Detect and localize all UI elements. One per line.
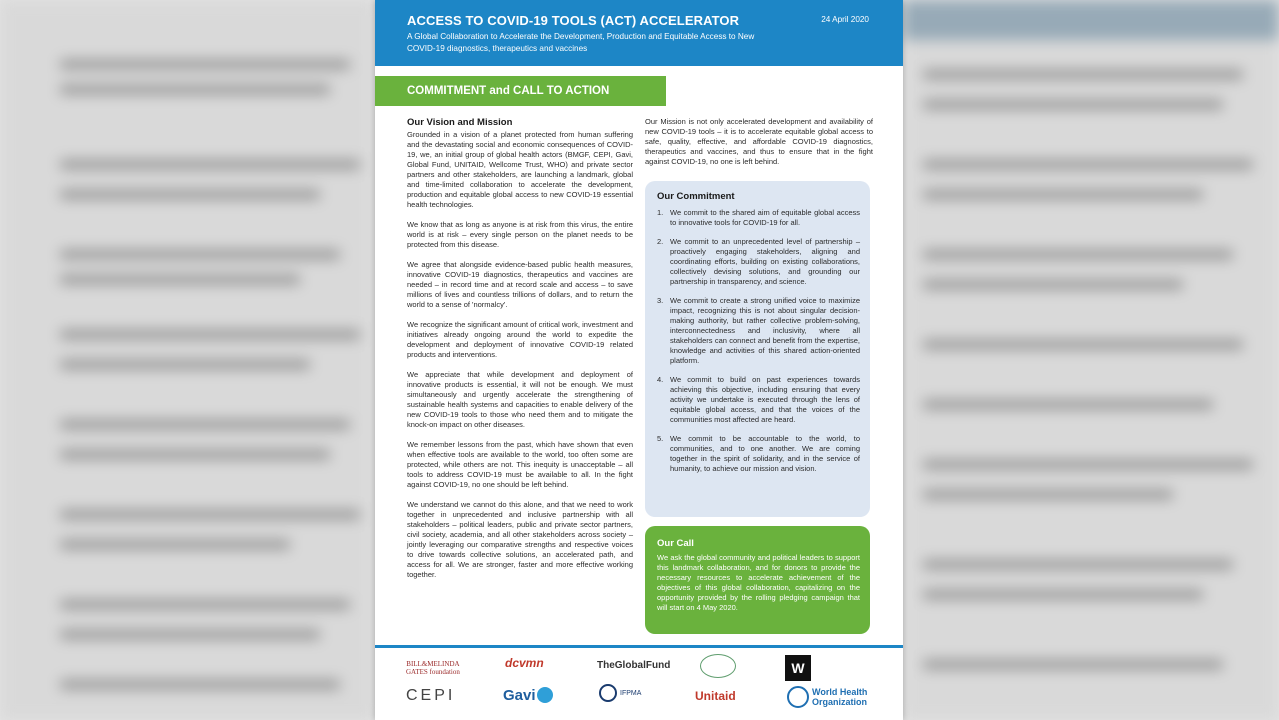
section-banner-label: COMMITMENT and CALL TO ACTION bbox=[407, 85, 610, 97]
iffim-logo bbox=[700, 654, 736, 678]
commitment-title: Our Commitment bbox=[657, 191, 735, 202]
vision-paragraph: Grounded in a vision of a planet protected from human suffering and the devastating social and economic consequences of COVID-19, we, an initial group of global health actors (BMGF, CEPI, Gavi, Global Fund, UNITAID, Wellcome Trust, WHO) and private sector partners and other stakeholders, are launching a landmark, global and time-limited collaboration to accelerate the development, production and equitable global access to new COVID-19 essential health technologies. bbox=[407, 130, 633, 209]
cepi-logo: CEPI bbox=[406, 687, 456, 704]
unitaid-logo: Unitaid bbox=[695, 689, 736, 703]
who-globe-icon bbox=[787, 686, 809, 708]
wellcome-logo: W bbox=[785, 655, 811, 681]
commitment-number: 3. bbox=[657, 296, 664, 305]
gavi-logo: Gavi bbox=[503, 687, 536, 704]
vision-heading: Our Vision and Mission bbox=[407, 117, 513, 128]
footer-divider bbox=[375, 645, 903, 648]
mission-paragraph: Our Mission is not only accelerated development and availability of new COVID-19 tools – it is to accelerate equitable global access to safe, quality, effective, and affordable COVID-19 diagnostics, therapeutics and vaccines, and thus to ensure that in the fight against COVID-19, no one is left behind. bbox=[645, 117, 873, 166]
vision-paragraph: We agree that alongside evidence-based public health measures, innovative COVID-19 diagnostics, therapeutics and vaccines are needed – in record time and at record scale and access – to save millions of lives and countless trillions of dollars, and to return the world to a sense of 'normalcy'. bbox=[407, 260, 633, 309]
vision-paragraph: We recognize the significant amount of critical work, investment and initiatives already ongoing around the world to expedite the development and deployment of innovative COVID-19 related products and interventions. bbox=[407, 320, 633, 359]
gates-logo-line1: BILL&MELINDA bbox=[406, 660, 460, 668]
commitment-item bbox=[657, 434, 860, 474]
commitment-item bbox=[657, 375, 860, 425]
document-date: 24 April 2020 bbox=[821, 15, 869, 24]
call-text: We ask the global community and political leaders to support this landmark collaboration, and for donors to provide the necessary resources to accelerate achievement of the objectives of this global collaboration, capitalizing on the opportunity provided by the rolling pledging campaign that will start on 4 May 2020. bbox=[657, 553, 860, 612]
gates-foundation-logo bbox=[406, 660, 460, 676]
gates-logo-line2: GATES foundation bbox=[406, 668, 460, 676]
who-line1: World Health bbox=[812, 687, 868, 697]
commitment-item bbox=[657, 296, 860, 366]
ifpma-label: IFPMA bbox=[620, 689, 642, 697]
mission-column bbox=[645, 117, 873, 177]
commitment-number: 1. bbox=[657, 208, 664, 217]
commitment-number: 2. bbox=[657, 237, 664, 246]
commitment-list bbox=[657, 208, 860, 483]
vision-column bbox=[407, 117, 633, 590]
commitment-number: 5. bbox=[657, 434, 664, 443]
vision-paragraph: We appreciate that while development and deployment of innovative products is essential, it will not be enough. We must simultaneously and urgently accelerate the strengthening of sustainable health systems and capacities to enable delivery of the new COVID-19 tools to those who need them and to mitigate the knock-on impact on other diseases. bbox=[407, 370, 633, 429]
who-line2: Organization bbox=[812, 697, 868, 707]
commitment-text: We commit to build on past experiences towards achieving this objective, including ensuring that every activity we undertake is executed through the lens of equitable global access, and that the voices of the communities most affected are heard. bbox=[670, 375, 860, 424]
commitment-item bbox=[657, 208, 860, 228]
commitment-text: We commit to the shared aim of equitable global access to innovative tools for COVID-19 for all. bbox=[670, 208, 860, 227]
document-header bbox=[375, 0, 903, 66]
vision-paragraph: We remember lessons from the past, which have shown that even when effective tools are available to the world, too often some are protected, while others are not. This inequity is unacceptable – all tools to address COVID-19 must be available to all. In the fight against COVID-19, no one should be left behind. bbox=[407, 440, 633, 489]
vision-paragraph: We understand we cannot do this alone, and that we need to work together in unprecedented and inclusive partnership with all stakeholders – political leaders, public and private sector partners, civil society, academia, and all other stakeholders across society – jointly leveraging our comparative strengths and respective voices to drive towards collective solutions, an accelerated path, and access for all. We are stronger, faster and more effective working together. bbox=[407, 500, 633, 579]
commitment-text: We commit to an unprecedented level of partnership – proactively engaging stakeholders, aligning and coordinating efforts, building on existing collaborations, collectively devising solutions, and grounding our partnership in transparency, and science. bbox=[670, 237, 860, 286]
document-subtitle: A Global Collaboration to Accelerate the Development, Production and Equitable Access to New COVID-19 diagnostics, therapeutics and vaccines bbox=[407, 32, 755, 53]
global-fund-logo: TheGlobalFund bbox=[597, 660, 671, 671]
commitment-text: We commit to create a strong unified voice to maximize impact, recognizing this is not about singular decision-making authority, but rather collective problem-solving, interconnectedness and inclusivity, where all stakeholders can connect and benefit from the expertise, knowledge and activities of this shared action-oriented platform. bbox=[670, 296, 860, 365]
who-logo bbox=[787, 686, 867, 708]
commitment-box bbox=[645, 181, 870, 517]
commitment-item bbox=[657, 237, 860, 287]
ifpma-mark-icon bbox=[599, 684, 617, 702]
document-page bbox=[375, 0, 903, 720]
blurred-right-panel bbox=[903, 0, 1279, 720]
vision-paragraph: We know that as long as anyone is at risk from this virus, the entire world is at risk – every single person on the planet needs to be protected from this disease. bbox=[407, 220, 633, 249]
gavi-globe-icon bbox=[537, 687, 553, 703]
document-title: ACCESS TO COVID-19 TOOLS (ACT) ACCELERATOR bbox=[407, 13, 740, 28]
blurred-left-panel bbox=[0, 0, 375, 720]
call-title: Our Call bbox=[657, 538, 694, 549]
partner-logos bbox=[375, 652, 903, 720]
section-banner bbox=[375, 76, 666, 106]
dcvmn-logo: dcvmn bbox=[505, 656, 544, 670]
commitment-number: 4. bbox=[657, 375, 664, 384]
commitment-text: We commit to be accountable to the world, to communities, and to one another. We are coming together in the spirit of solidarity, and in the service of humanity, to achieve our mission and vision. bbox=[670, 434, 860, 473]
ifpma-logo bbox=[599, 684, 641, 702]
call-box bbox=[645, 526, 870, 634]
